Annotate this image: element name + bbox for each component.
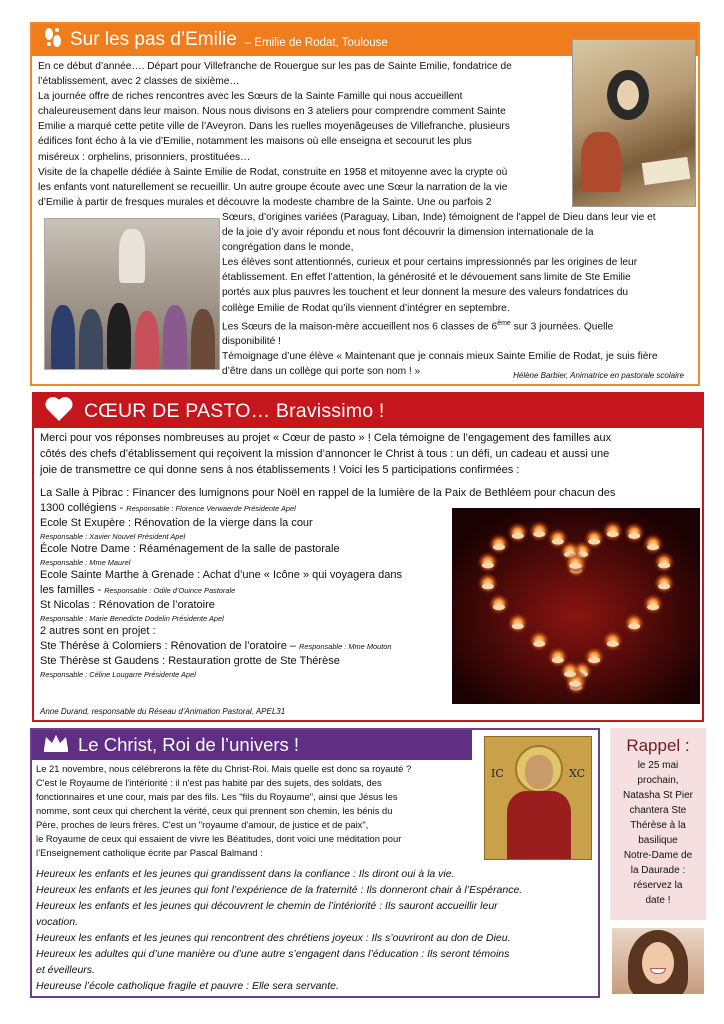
participation-item: les familles - Responsable : Odile d’Ouince Pastorale <box>40 584 236 596</box>
participation-item: St Nicolas : Rénovation de l’oratoire <box>40 599 215 611</box>
crown-icon <box>42 733 70 758</box>
section1-text-bottom <box>222 210 692 379</box>
section1-signature: Hélène Barbier, Animatrice en pastorale scolaire <box>513 371 684 380</box>
candle <box>588 539 600 545</box>
section3-title: Le Christ, Roi de l’univers ! <box>78 734 300 755</box>
text-line: Visite de la chapelle dédiée à Sainte Emilie de Rodat, construite en 1958 et mitoyenne avec la crypte où <box>38 166 508 178</box>
footprints-icon <box>42 26 64 55</box>
icon-letters-left: IC <box>491 767 504 780</box>
candle-glow <box>488 533 510 555</box>
candle <box>533 531 545 537</box>
participation-item: Ste Thérèse st Gaudens : Restauration grotte de Ste Thérèse <box>40 655 340 667</box>
candle <box>658 583 670 589</box>
responsable: Responsable : Mme Maurel <box>40 558 131 567</box>
text-line: les enfants vont naturellement se recueillir. Un autre groupe écoute avec une Sœur la narration de la vie <box>38 181 508 193</box>
section1-subtitle: – Emilie de Rodat, Toulouse <box>244 36 388 49</box>
candle <box>493 604 505 610</box>
christ-roi-icon-image <box>484 736 592 860</box>
text-line: édifices font écho à la vie d’Emilie, notamment les maisons où elle enseigna et secourut les plus <box>38 136 472 148</box>
rappel-box <box>610 728 706 920</box>
candle <box>569 563 581 569</box>
section-christ-roi <box>30 728 600 998</box>
candle <box>533 641 545 647</box>
candle <box>647 544 659 550</box>
rappel-title: Rappel : <box>626 736 690 755</box>
section3-body: Le 21 novembre, nous célébrerons la fête du Christ-Roi. Mais quelle est donc sa royauté ? C'est le Royaume de l'intériorité : il n'est pas habité par des sujets, des soldats, des fonctionnaires et une cour, mais par des fils. Les "fils du Royaume", ainsi que Jésus les nomme, sont ceux qui cherchent la vérité, ceux qui prennent son chemin, les bénis du Père, proches de leurs frères. C'est un "royaume d'amour, de justice et de paix", le Royaume de ceux qui essaient de vivre les Béatitudes, dont voici une méditation pour l’Enseignement catholique écrite par Pascal Balmand : <box>36 763 412 858</box>
beatitudes-meditation: Heureux les enfants et les jeunes qui grandissent dans la confiance : Ils diront oui à la vie. Heureux les enfants et les jeunes qui font l’expérience de la fraternité : Ils donneront chair à l’Espérance. Heureux les enfants et les jeunes qui découvrent le chemin de l’intériorité : Ils sauront accueillir leur vocation. Heureux les enfants et les jeunes qui rencontrent des chrétiens joyeux : Ils s’ouvriront au don de Dieu. Heureux les adultes qui d’une manière ou d’une autre s’engagent dans l’éducation : Ils seront témoins et éveilleurs. Heureuse l’école catholique fragile et pauvre : Elle sera servante. <box>36 868 523 992</box>
natasha-st-pier-photo <box>612 928 704 994</box>
section2-intro: Merci pour vos réponses nombreuses au projet « Cœur de pasto » ! Cela témoigne de l’engagement des familles aux côtés des chefs d’établissement qui reçoivent la mission d’annoncer le Christ à tous : un défi, un cadeau et aussi une joie de transmettre ce qui donne sens à nos établissements ! Voici les 5 participations confirmées : <box>40 432 612 476</box>
text-line: La journée offre de riches rencontres avec les Sœurs de la Sainte Famille qui nous accueillent <box>38 91 463 103</box>
participations-list <box>40 486 616 680</box>
text-line: collège Emilie de Rodat qu’ils viennent d’intégrer en septembre. <box>222 302 510 314</box>
candle <box>512 623 524 629</box>
text-line: portés aux plus pauvres les touchent et leur donnent la mesure des valeurs fondatrices du <box>222 287 629 299</box>
candle <box>647 604 659 610</box>
heart-candles-photo <box>452 508 700 704</box>
section1-title: Sur les pas d’Emilie <box>70 29 237 50</box>
heart-icon <box>44 396 74 427</box>
icon-letters-right: XC <box>569 767 586 780</box>
candle <box>588 657 600 663</box>
other-projects-label: 2 autres sont en projet : <box>40 625 156 637</box>
participation-item: La Salle à Pibrac : Financer des lumignons pour Noël en rappel de la lumière de la Paix de Bethléem pour chacun des <box>40 487 616 499</box>
sainte-emilie-painting <box>572 39 696 207</box>
candle <box>482 583 494 589</box>
text-line: Sœurs, d’origines variées (Paraguay, Liban, Inde) témoignent de l’appel de Dieu dans leur vie et <box>222 212 656 223</box>
participation-item: Ecole St Exupère : Rénovation de la vierge dans la cour <box>40 517 313 529</box>
section1-text-top <box>38 59 568 210</box>
section2-signature: Anne Durand, responsable du Réseau d’Animation Pastoral, APEL31 <box>40 707 286 716</box>
candle <box>493 544 505 550</box>
text-line: d’Emilie à partir de fresques murales et découvre la modeste chambre de la Sainte. Une ou parfois 2 <box>38 196 492 208</box>
candle <box>607 531 619 537</box>
responsable: Responsable : Xavier Nouvel Président Apel <box>40 532 186 541</box>
text-line: congrégation dans le monde, <box>222 242 354 254</box>
text-line: miséreux : orphelins, prisonniers, prostituées… <box>38 151 251 163</box>
text-line: Les élèves sont attentionnés, curieux et pour certains impressionnés par les origines de leur <box>222 257 638 269</box>
participation-item: Ste Thérèse à Colomiers : Rénovation de l’oratoire – Responsable : Mme Mouton <box>40 640 392 652</box>
candle-glow <box>642 533 664 555</box>
responsable: Responsable : Marie Benedicte Dodelin Présidente Apel <box>40 614 224 623</box>
text-line: établissement. En effet l’attention, la générosité et le dévouement sans limite de Ste Emilie <box>222 272 631 284</box>
participation-item: 1300 collégiens - Responsable : Florence Verwaerde Présidente Apel <box>40 502 296 514</box>
students-group-photo <box>44 218 220 370</box>
text-line: Les Sœurs de la maison-mère accueillent nos 6 classes de 6ème sur 3 journées. Quelle <box>222 319 614 333</box>
candle <box>607 641 619 647</box>
candle <box>482 562 494 568</box>
text-line: d’être dans un collège qui porte son nom ! » <box>222 366 421 378</box>
participation-item: Ecole Sainte Marthe à Grenade : Achat d’une « Icône » qui voyagera dans <box>40 569 403 581</box>
candle <box>628 623 640 629</box>
candle <box>628 533 640 539</box>
candle <box>658 562 670 568</box>
text-line: Emilie a marqué cette petite ville de l’Aveyron. Dans les ruelles moyenâgeuses de Villefranche, plusieurs <box>38 121 510 133</box>
candle <box>564 671 576 677</box>
text-line: Témoignage d’une élève « Maintenant que je connais mieux Sainte Emilie de Rodat, je suis fière <box>222 351 658 363</box>
text-line: chaleureusement dans leur maison. Nous nous divisons en 3 ateliers pour comprendre comment Sainte <box>38 106 506 118</box>
responsable: Responsable : Céline Lougarre Présidente Apel <box>40 670 196 679</box>
section2-title: CŒUR DE PASTO… Bravissimo ! <box>84 399 385 422</box>
candle <box>512 533 524 539</box>
candle-glow <box>653 572 675 594</box>
section2-header <box>34 394 702 428</box>
participation-item: École Notre Dame : Réaménagement de la salle de pastorale <box>40 543 340 555</box>
rappel-text: le 25 mai prochain, Natasha St Pier chantera Ste Thérèse à la basilique Notre-Dame de la Daurade : réservez la date ! <box>622 760 694 906</box>
text-line: disponibilité ! <box>222 336 281 348</box>
section-sur-les-pas-emilie <box>30 22 700 386</box>
text-line: de la joie d’y avoir répondu et nous font découvrir la dimension internationale de la <box>222 227 594 239</box>
text-line: l’établissement, avec 2 classes de sixième… <box>38 76 240 88</box>
section-coeur-de-pasto <box>32 392 704 722</box>
section3-header <box>32 730 472 760</box>
candle <box>552 657 564 663</box>
candle-glow <box>477 572 499 594</box>
text-line: En ce début d’année…. Départ pour Villefranche de Rouergue sur les pas de Sainte Emilie, fondatrice de <box>38 61 512 72</box>
